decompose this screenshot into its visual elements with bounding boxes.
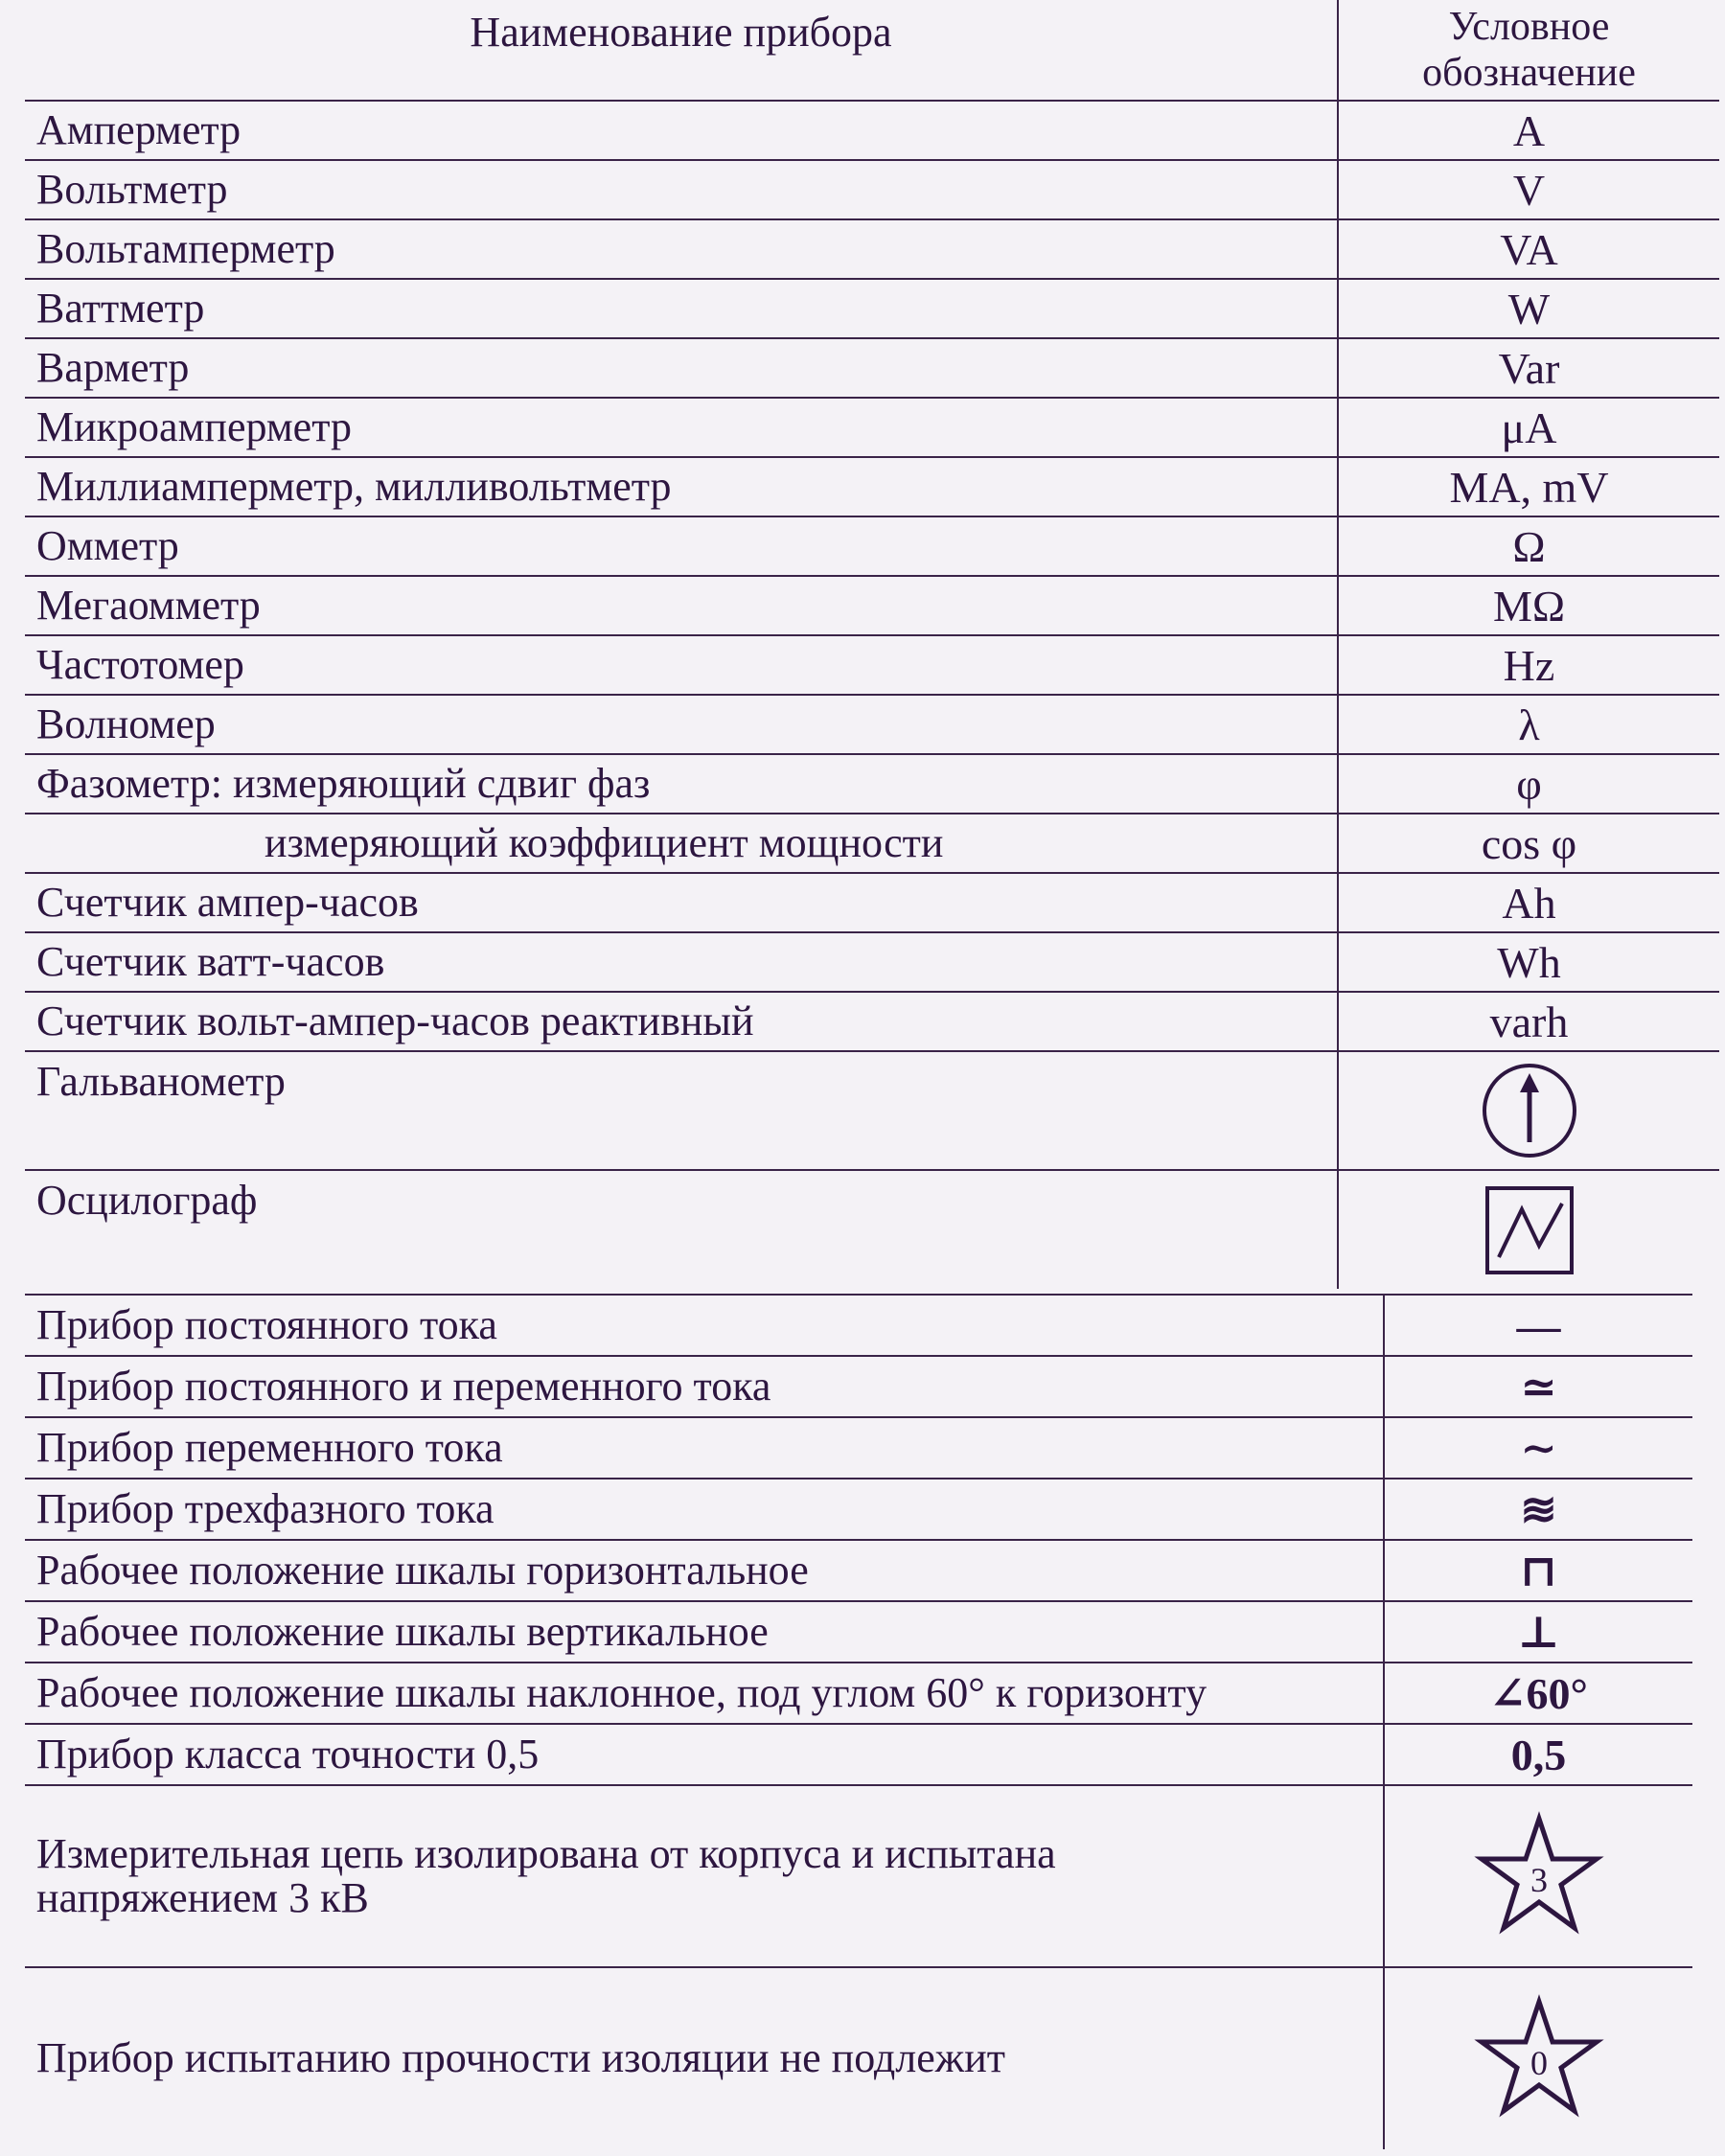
header-symbol-line2: обозначение bbox=[1422, 51, 1636, 95]
instrument-name: Омметр bbox=[25, 516, 1338, 576]
insulation-3kv-name bbox=[25, 1785, 1384, 1967]
oscillograph-symbol bbox=[1338, 1170, 1719, 1289]
star-3kv-icon bbox=[1472, 1809, 1606, 1943]
galvanometer-symbol bbox=[1338, 1051, 1719, 1170]
instrument-symbol: V bbox=[1512, 165, 1546, 215]
insulation-3kv-line1: Измерительная цепь изолирована от корпуса и испытана bbox=[36, 1829, 1056, 1877]
instrument-name: Варметр bbox=[25, 338, 1338, 398]
table-row bbox=[25, 873, 1719, 932]
table-header-row bbox=[25, 0, 1719, 101]
insulation-none-name: Прибор испытанию прочности изоляции не подлежит bbox=[25, 1967, 1384, 2149]
table-row bbox=[25, 1724, 1692, 1785]
instrument-symbol: Ah bbox=[1502, 878, 1556, 928]
table-row bbox=[25, 1051, 1719, 1170]
insulation-3kv-symbol bbox=[1384, 1785, 1692, 1967]
instrument-name: Счетчик вольт-ампер-часов реактивный bbox=[25, 992, 1338, 1051]
insulation-3kv-line2: напряжением 3 кВ bbox=[36, 1874, 369, 1921]
instrument-symbol: VA bbox=[1500, 224, 1558, 274]
galvanometer-arrow-circle-icon bbox=[1477, 1058, 1582, 1163]
star-0-icon bbox=[1472, 1992, 1606, 2126]
current-dc-icon: — bbox=[1516, 1300, 1561, 1350]
instrument-symbol: W bbox=[1507, 284, 1551, 333]
instrument-name: Вольтметр bbox=[25, 160, 1338, 219]
current-three-phase-icon: ≋ bbox=[1520, 1485, 1557, 1534]
table-row bbox=[25, 1785, 1692, 1967]
table-row bbox=[25, 1663, 1692, 1724]
instrument-name: Фазометр: измеряющий сдвиг фаз bbox=[25, 754, 1338, 814]
table-row bbox=[25, 219, 1719, 279]
table-row bbox=[25, 457, 1719, 516]
table-row bbox=[25, 635, 1719, 695]
table-row bbox=[25, 516, 1719, 576]
instrument-name: Мегаомметр bbox=[25, 576, 1338, 635]
instrument-name: Микроамперметр bbox=[25, 398, 1338, 457]
instrument-symbol: μA bbox=[1501, 402, 1557, 452]
table-row bbox=[25, 1295, 1692, 1356]
instrument-symbol: Hz bbox=[1503, 640, 1555, 690]
table-row bbox=[25, 695, 1719, 754]
instrument-name: измеряющий коэффициент мощности bbox=[25, 814, 1338, 873]
property-name: Рабочее положение шкалы вертикальное bbox=[25, 1601, 1384, 1663]
instrument-name: Амперметр bbox=[25, 101, 1338, 160]
instrument-name: Частотомер bbox=[25, 635, 1338, 695]
instrument-name: Ваттметр bbox=[25, 279, 1338, 338]
instrument-symbol: φ bbox=[1516, 759, 1542, 809]
instrument-symbol: Wh bbox=[1497, 937, 1561, 987]
star-3kv-label: 3 bbox=[1530, 1861, 1548, 1899]
table-row bbox=[25, 1356, 1692, 1417]
property-name: Прибор постоянного тока bbox=[25, 1295, 1384, 1356]
instrument-name: Счетчик ватт-часов bbox=[25, 932, 1338, 992]
property-name: Рабочее положение шкалы наклонное, под углом 60° к горизонту bbox=[25, 1663, 1384, 1724]
instrument-symbol: MΩ bbox=[1492, 581, 1566, 631]
table-row bbox=[25, 576, 1719, 635]
table-row bbox=[25, 398, 1719, 457]
instrument-symbol: MA, mV bbox=[1449, 462, 1609, 512]
table-row bbox=[25, 1417, 1692, 1479]
header-symbol bbox=[1338, 0, 1719, 101]
table-row bbox=[25, 754, 1719, 814]
oscillograph-name: Осцилограф bbox=[25, 1170, 1338, 1289]
instrument-symbol: λ bbox=[1518, 700, 1540, 749]
header-symbol-line1: Условное bbox=[1448, 4, 1610, 49]
oscillograph-wave-box-icon bbox=[1482, 1182, 1577, 1278]
instrument-symbol: varh bbox=[1489, 997, 1569, 1046]
scale-vertical-icon: ⊥ bbox=[1517, 1608, 1560, 1657]
instrument-name: Волномер bbox=[25, 695, 1338, 754]
galvanometer-name: Гальванометр bbox=[25, 1051, 1338, 1170]
insulation-none-symbol bbox=[1384, 1967, 1692, 2149]
property-name: Прибор класса точности 0,5 bbox=[25, 1724, 1384, 1785]
table-row bbox=[25, 992, 1719, 1051]
accuracy-class-value: 0,5 bbox=[1510, 1730, 1567, 1779]
table-row bbox=[25, 1540, 1692, 1601]
instrument-symbol: Ω bbox=[1512, 521, 1546, 571]
table-row bbox=[25, 1170, 1719, 1289]
table-row bbox=[25, 279, 1719, 338]
star-0-label: 0 bbox=[1530, 2043, 1548, 2082]
current-ac-dc-icon: ≃ bbox=[1520, 1363, 1557, 1411]
table-row bbox=[25, 1601, 1692, 1663]
instrument-name: Миллиамперметр, милливольтметр bbox=[25, 457, 1338, 516]
scale-angle-icon: ∠60° bbox=[1489, 1669, 1588, 1718]
property-name: Прибор постоянного и переменного тока bbox=[25, 1356, 1384, 1417]
instrument-name: Счетчик ампер-часов bbox=[25, 873, 1338, 932]
table-row bbox=[25, 814, 1719, 873]
table-row bbox=[25, 160, 1719, 219]
instruments-table bbox=[25, 0, 1719, 1289]
header-name: Наименование прибора bbox=[25, 0, 1338, 101]
table-row bbox=[25, 338, 1719, 398]
instrument-symbol: Var bbox=[1498, 343, 1560, 393]
instrument-symbol: A bbox=[1512, 105, 1546, 155]
scale-horizontal-icon: ⊓ bbox=[1520, 1547, 1557, 1595]
property-name: Рабочее положение шкалы горизонтальное bbox=[25, 1540, 1384, 1601]
table-row bbox=[25, 932, 1719, 992]
table-row bbox=[25, 101, 1719, 160]
property-name: Прибор переменного тока bbox=[25, 1417, 1384, 1479]
instrument-name: Вольтамперметр bbox=[25, 219, 1338, 279]
property-name: Прибор трехфазного тока bbox=[25, 1479, 1384, 1540]
current-ac-icon: ∼ bbox=[1520, 1424, 1557, 1473]
instrument-symbol: cos φ bbox=[1481, 818, 1577, 868]
table-row bbox=[25, 1967, 1692, 2149]
table-row bbox=[25, 1479, 1692, 1540]
properties-table bbox=[25, 1294, 1692, 2149]
